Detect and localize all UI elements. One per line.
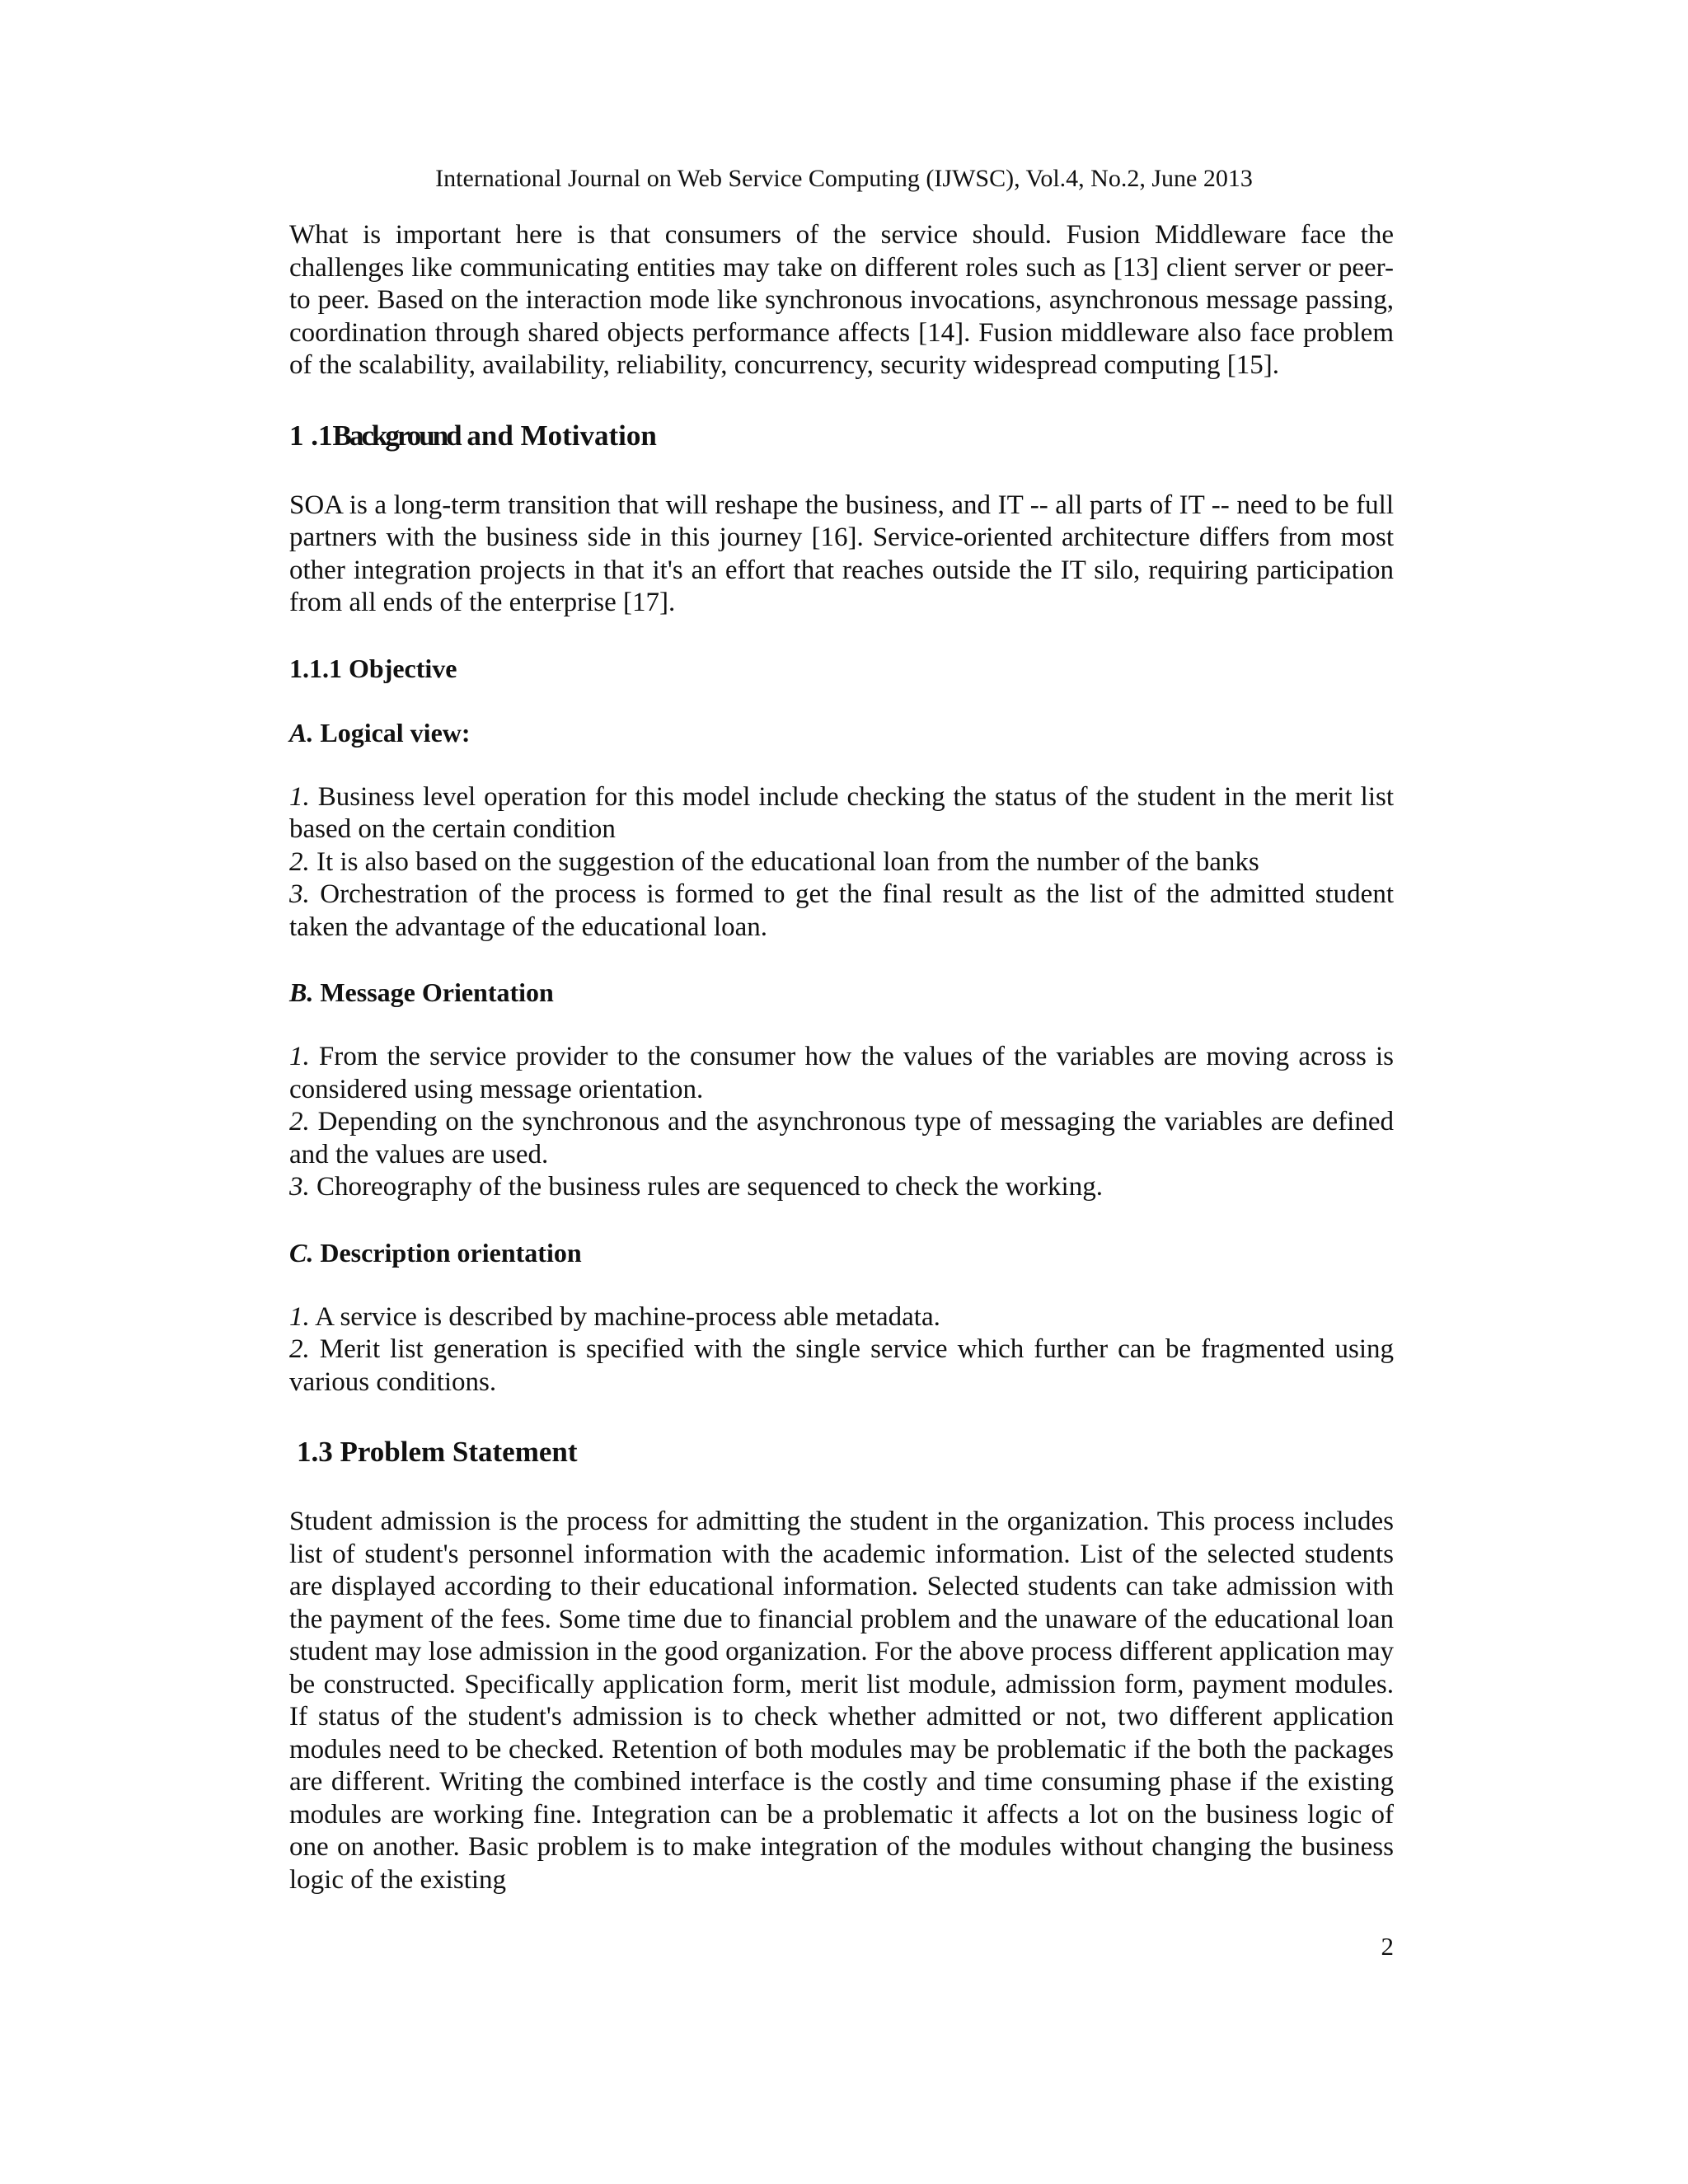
objective-heading: 1.1.1 Objective xyxy=(289,653,457,683)
message-orientation-heading xyxy=(289,977,1394,1008)
heading-letter: A. xyxy=(289,717,314,748)
running-header: International Journal on Web Service Computing (IJWSC), Vol.4, No.2, June 2013 xyxy=(435,165,1253,192)
list-item xyxy=(289,1106,1394,1171)
heading-title: Message Orientation xyxy=(313,977,554,1007)
list-item xyxy=(289,846,1394,879)
problem-paragraph: Student admission is the process for admitting the student in the organization. This process includes list of student's personnel information with the academic information. List of the selected students are displayed according to their educational information. Selected students can take admission with the payment of the fees. Some time due to financial problem and the unaware of the educational loan student may lose admission in the good organization. For the above process different application may be constructed. Specifically application form, merit list module, admission form, payment modules. If status of the student's admission is to check whether admitted or not, two different application modules need to be checked. Retention of both modules may be problematic if the both the packages are different. Writing the combined interface is the costly and time consuming phase if the existing modules are working fine. Integration can be a problematic it affects a lot on the business logic of one on another. Basic problem is to make integration of the modules without changing the business logic of the existing xyxy=(289,1507,1394,1895)
heading-title: Logical view: xyxy=(313,717,471,748)
heading-title: Description orientation xyxy=(313,1237,582,1268)
section-title-part1: Background xyxy=(332,419,460,452)
section-heading-background xyxy=(289,419,1394,453)
description-orientation-heading xyxy=(289,1237,1394,1268)
list-item xyxy=(289,1301,1394,1334)
item-text: From the service provider to the consumer how the values of the variables are moving across is considered using message orientation. xyxy=(289,1042,1394,1104)
heading-letter: B. xyxy=(289,977,314,1007)
item-text: Depending on the synchronous and the asynchronous type of messaging the variables are defined and the values are used. xyxy=(289,1107,1394,1169)
item-number: 1. xyxy=(289,781,310,812)
item-number: 1. xyxy=(289,1301,310,1332)
background-paragraph: SOA is a long-term transition that will reshape the business, and IT -- all parts of IT -- need to be full partners with the business side in this journey [16]. Service-oriented architecture differs from most other integration projects in that it's an effort that reaches outside the IT silo, requiring participation from all ends of the enterprise [17]. xyxy=(289,490,1394,617)
list-item xyxy=(289,879,1394,944)
item-number: 1. xyxy=(289,1042,310,1071)
list-item xyxy=(289,1333,1394,1399)
list-item xyxy=(289,1171,1394,1204)
logical-view-heading xyxy=(289,717,1394,748)
section-heading-problem: 1.3 Problem Statement xyxy=(297,1436,578,1468)
item-number: 3. xyxy=(289,1172,310,1202)
heading-letter: C. xyxy=(289,1237,314,1268)
item-number: 3. xyxy=(289,879,310,909)
item-text: Choreography of the business rules are sequenced to check the working. xyxy=(309,1172,1103,1202)
list-item xyxy=(289,781,1394,846)
section-title-part2: and Motivation xyxy=(459,419,657,452)
item-number: 2. xyxy=(289,1334,310,1364)
main-content xyxy=(289,219,1394,1896)
page-number: 2 xyxy=(1381,1932,1394,1961)
item-text: Orchestration of the process is formed to get the final result as the list of the admitted student taken the advantage of the educational loan. xyxy=(289,879,1394,942)
item-number: 2. xyxy=(289,1107,310,1137)
item-text: Business level operation for this model include checking the status of the student in the merit list based on the certain condition xyxy=(289,781,1394,844)
list-item xyxy=(289,1041,1394,1106)
intro-paragraph: What is important here is that consumers of the service should. Fusion Middleware face the challenges like communicating entities may take on different roles such as [13] client server or peer-to peer. Based on the interaction mode like synchronous invocations, asynchronous message passing, coordination through shared objects performance affects [14]. Fusion middleware also face problem of the scalability, availability, reliability, concurrency, security widespread computing [15]. xyxy=(289,220,1394,380)
item-text: It is also based on the suggestion of the educational loan from the number of the banks xyxy=(309,846,1259,877)
item-text: Merit list generation is specified with the single service which further can be fragmented using various conditions. xyxy=(289,1334,1394,1397)
item-number: 2. xyxy=(289,846,310,877)
item-text: A service is described by machine-process able metadata. xyxy=(309,1301,940,1332)
section-number: 1 .1 xyxy=(289,419,333,452)
